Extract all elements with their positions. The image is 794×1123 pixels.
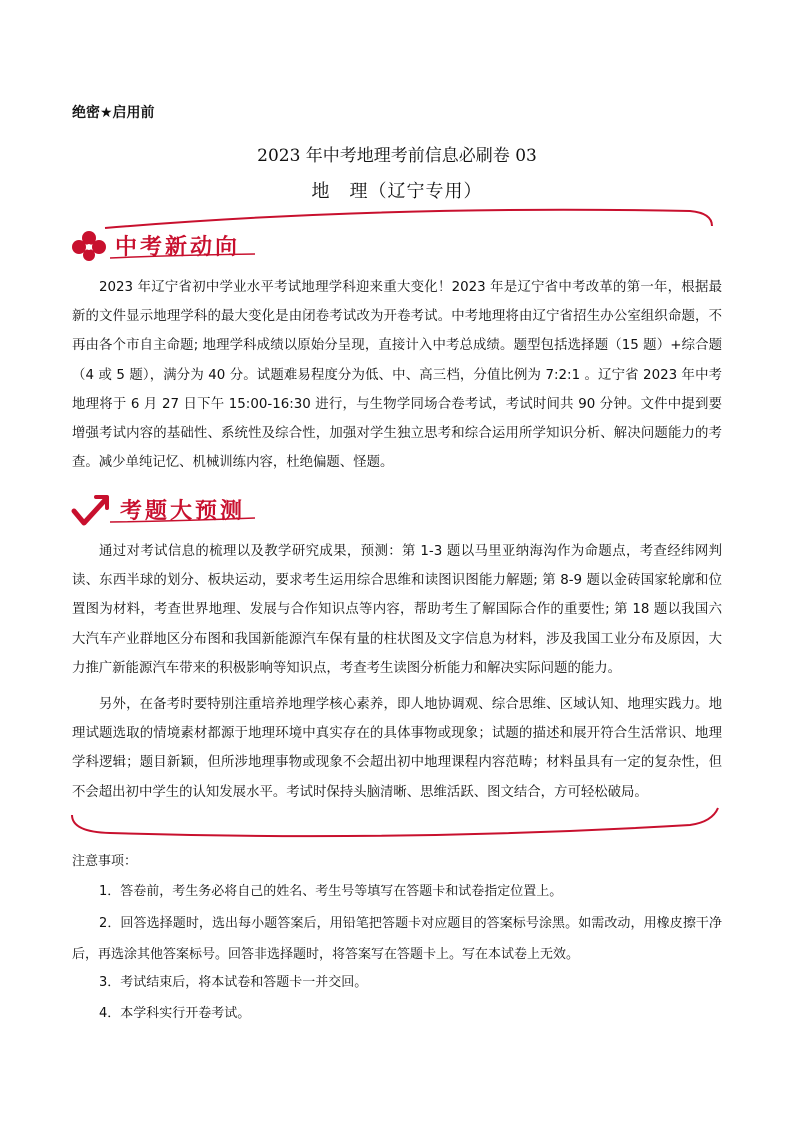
confidential-label: 绝密★启用前 <box>72 105 155 121</box>
note-item: 3．考试结束后，将本试卷和答题卡一并交回。 <box>99 975 368 990</box>
section1-heading: 中考新动向 <box>115 235 241 260</box>
section2-paragraph-1: 通过对考试信息的梳理以及教学研究成果，预测：第 1-3 题以马里亚纳海沟作为命题点，考查经纬网判读、东西半球的划分、板块运动，要求考生运用综合思维和读图识图能力解题; 第 8-9 题以金砖国家轮廓和位置图为材料，考查世界地理、发展与合作知识点等内容，帮助考生了解国际合作的重要性; 第 18 题以我国六大汽车产业群地区分布图和我国新能源汽车保有量的柱状图及文字信息为材料，涉及我国工业分布及原因，大力推广新能源汽车带来的积极影响等知识点，考查考生读图分析能力和解决实际问题的能力。 <box>72 544 722 676</box>
section1-paragraph: 2023 年辽宁省初中学业水平考试地理学科迎来重大变化！2023 年是辽宁省中考改革的第一年，根据最新的文件显示地理学科的最大变化是由闭卷考试改为开卷考试。中考地理将由辽宁省招生办公室组织命题，不再由各个市自主命题; 地理学科成绩以原始分呈现，直接计入中考总成绩。题型包括选择题（15 题）+综合题（4 或 5 题），满分为 40 分。试题难易程度分为低、中、高三档，分值比例为 7:2:1 。辽宁省 2023 年中考地理将于 6 月 27 日下午 15:00-16:30 进行，与生物学同场合卷考试，考试时间共 90 分钟。文件中提到要增强考试内容的基础性、系统性及综合性，加强对学生独立思考和综合运用所学知识分析、解决问题能力的考查。减少单纯记忆、机械训练内容，杜绝偏题、怪题。 <box>72 280 722 471</box>
arrow-icon <box>70 493 110 529</box>
bottom-arc-line <box>72 808 718 836</box>
page-subtitle: 地 理（辽宁专用） <box>311 181 483 202</box>
notes-title: 注意事项： <box>72 854 138 869</box>
clover-icon <box>70 230 108 262</box>
section2-paragraph-2: 另外，在备考时要特别注重培养地理学核心素养，即人地协调观、综合思维、区域认知、地理实践力。地理试题选取的情境素材都源于地理环境中真实存在的具体事物或现象；试题的描述和展开符合生活常识、地理学科逻辑；题目新颖，但所涉地理事物或现象不会超出初中地理课程内容范畴；材料虽具有一定的复杂性，但不会超出初中学生的认知发展水平。考试时保持头脑清晰、思维活跃、图文结合，方可轻松破局。 <box>72 697 722 800</box>
note-item: 2．回答选择题时，选出每小题答案后，用铅笔把答题卡对应题目的答案标号涂黑。如需改动，用橡皮擦干净后，再选涂其他答案标号。回答非选择题时，将答案写在答题卡上。写在本试卷上无效。 <box>72 916 722 962</box>
note-item: 4．本学科实行开卷考试。 <box>99 1006 251 1021</box>
top-arc-line <box>105 210 712 228</box>
page-title: 2023 年中考地理考前信息必刷卷 03 <box>257 146 537 166</box>
note-item: 1．答卷前，考生务必将自己的姓名、考生号等填写在答题卡和试卷指定位置上。 <box>99 884 563 899</box>
section2-heading: 考题大预测 <box>120 499 246 524</box>
